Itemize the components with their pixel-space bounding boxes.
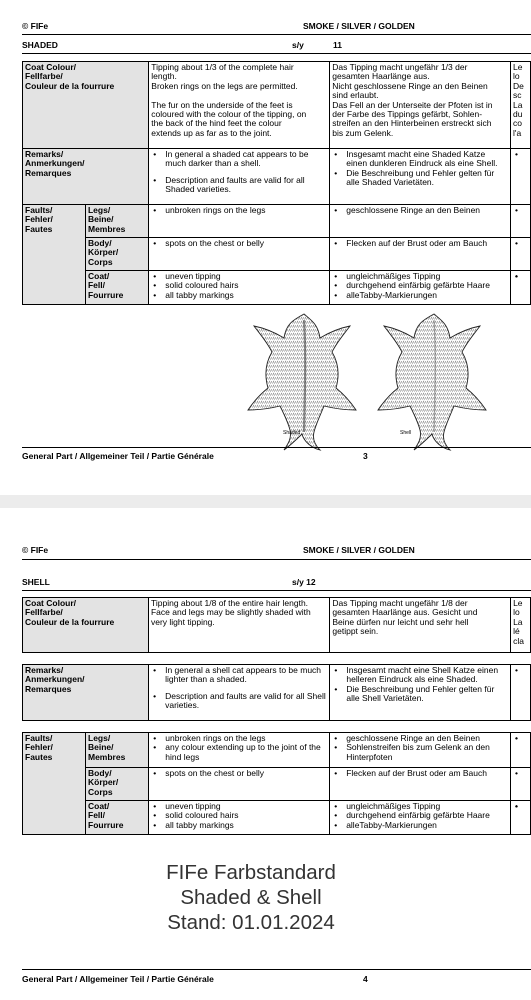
legs-fr (511, 205, 531, 238)
body-en: • spots on the chest or belly (149, 768, 330, 801)
coat-en: • uneven tipping • solid coloured hairs • all tabby markings (149, 801, 330, 835)
figure-label-shell: Shell (400, 430, 412, 436)
legs-en: • unbroken rings on the legs • any colour extending up to the joint of the hind legs (149, 733, 330, 768)
coat-de: • ungleichmäßiges Tipping • durchgehend einfärbig gefärbte Haare • alleTabby-Markierungen (330, 801, 511, 835)
body-de: • Flecken auf der Brust oder am Bauch (330, 238, 511, 271)
coat-colour-table (22, 597, 531, 653)
standard-table (22, 61, 531, 305)
stamp-line-3: Stand: 01.01.2024 (167, 911, 335, 934)
coat-label: Coat/ Fell/ Fourrure (85, 271, 148, 305)
remarks-de: • Insgesamt macht eine Shaded Katze einen dunkleren Eindruck als eine Shell. • Die Beschreibung und Fehler gelten für alle Shaded Varietäten. (330, 149, 511, 205)
body-label: Body/ Körper/ Corps (86, 768, 149, 801)
page-title: SMOKE / SILVER / GOLDEN (303, 545, 415, 555)
faults-coat-row (23, 271, 531, 305)
faults-body-row (23, 238, 531, 271)
remarks-label: Remarks/ Anmerkungen/ Remarques (23, 149, 149, 205)
footer-text: General Part / Allgemeiner Teil / Partie Générale (22, 451, 214, 461)
faults-body-row (23, 768, 531, 801)
stamp-line-2: Shaded & Shell (180, 886, 322, 909)
remarks-en: • In general a shell cat appears to be much lighter than a shaded. • Description and faults are valid for all Shell varieties. (149, 665, 330, 721)
faults-label: Faults/ Fehler/ Fautes (23, 733, 86, 835)
shell-pelt-icon (378, 314, 486, 450)
remarks-fr (511, 149, 531, 205)
page-title: SMOKE / SILVER / GOLDEN (303, 21, 415, 31)
coat-colour-fr: Le lo La lé cla (511, 598, 531, 653)
ems-code: s/y 12 (292, 577, 316, 587)
body-fr (510, 768, 530, 801)
coat-label: Coat/ Fell/ Fourrure (86, 801, 149, 835)
faults-table (22, 732, 531, 835)
remarks-en: • In general a shaded cat appears to be much darker than a shell. • Description and faults are valid for all Shaded varieties. (149, 149, 330, 205)
legs-de: • geschlossene Ringe an den Beinen • Sohlenstreifen bis zum Gelenk an den Hinterpfoten (330, 733, 511, 768)
ems-code: s/y (292, 40, 304, 50)
faults-coat-row (23, 801, 531, 835)
remarks-row (23, 149, 531, 205)
coat-colour-row (23, 598, 531, 653)
remarks-row (23, 665, 531, 721)
cat-skin-diagram (240, 312, 500, 452)
body-de: • Flecken auf der Brust oder am Bauch (330, 768, 511, 801)
remarks-fr (511, 665, 531, 721)
remarks-label: Remarks/ Anmerkungen/ Remarques (23, 665, 149, 721)
footer-text: General Part / Allgemeiner Teil / Partie Générale (22, 974, 214, 984)
header-rule (22, 34, 531, 35)
footer-rule (22, 969, 531, 970)
header-rule (22, 559, 531, 560)
coat-en: • uneven tipping • solid coloured hairs • all tabby markings (149, 271, 330, 305)
legs-label: Legs/ Beine/ Membres (86, 733, 149, 768)
coat-colour-label: Coat Colour/ Fellfarbe/ Couleur de la fourrure (23, 62, 149, 149)
coat-de: • ungleichmäßiges Tipping • durchgehend einfärbig gefärbte Haare • alleTabby-Markierungen (330, 271, 511, 305)
legs-fr (510, 733, 530, 768)
coat-colour-de: Das Tipping macht ungefähr 1/3 der gesamten Haarlänge aus. Nicht geschlossene Ringe an den Beinen sind erlaubt. Das Fell an der Unterseite der Pfoten ist in der Farbe des Tippings gefärbt, Sohlen- streifen an den Hinterbeinen erstreckt sich bis zum Gelenk. (330, 62, 511, 149)
legs-label: Legs/ Beine/ Membres (85, 205, 148, 238)
body-en: • spots on the chest or belly (149, 238, 330, 271)
section-rule (22, 590, 531, 591)
remarks-de: • Insgesamt macht eine Shell Katze einen helleren Eindruck als eine Shaded. • Die Beschreibung und Fehler gelten für alle Shell Varietäten. (330, 665, 511, 721)
coat-fr (511, 271, 531, 305)
section-name: SHELL (22, 577, 50, 587)
faults-legs-row (23, 205, 531, 238)
stamp-line-1: FIFe Farbstandard (166, 861, 336, 884)
section-name: SHADED (22, 40, 58, 50)
legs-en: • unbroken rings on the legs (149, 205, 330, 238)
footer-rule (22, 447, 531, 448)
page-number: 3 (363, 451, 368, 461)
coat-colour-row (23, 62, 531, 149)
copyright: © FIFe (22, 545, 49, 555)
coat-colour-label: Coat Colour/ Fellfarbe/ Couleur de la fourrure (23, 598, 149, 653)
shaded-pelt-icon (248, 314, 356, 450)
faults-legs-row (23, 733, 531, 768)
standard-date-stamp (136, 860, 366, 935)
faults-label: Faults/ Fehler/ Fautes (23, 205, 86, 305)
body-fr (511, 238, 531, 271)
coat-colour-de: Das Tipping macht ungefähr 1/8 der gesamten Haarlänge aus. Gesicht und Beine dürfen nur leicht und sehr hell getippt sein. (330, 598, 511, 653)
coat-colour-en: Tipping about 1/8 of the entire hair length. Face and legs may be slightly shaded with very light tipping. (148, 598, 329, 653)
coat-colour-fr: Le lo De sc La du co l'a (511, 62, 531, 149)
body-label: Body/ Körper/ Corps (85, 238, 148, 271)
remarks-table (22, 664, 531, 721)
page-number: 4 (363, 974, 368, 984)
coat-fr (510, 801, 530, 835)
coat-colour-en: Tipping about 1/3 of the complete hair length. Broken rings on the legs are permitted. The fur on the underside of the feet is coloured with the colour of the tipping, on the back of the hind feet the colour extends up as far as to the joint. (149, 62, 330, 149)
section-rule (22, 53, 531, 54)
legs-de: • geschlossene Ringe an den Beinen (330, 205, 511, 238)
colour-number: 11 (333, 40, 342, 50)
copyright: © FIFe (22, 21, 49, 31)
document-page-3 (0, 0, 531, 495)
figure-label-shaded: Shaded (283, 430, 301, 436)
